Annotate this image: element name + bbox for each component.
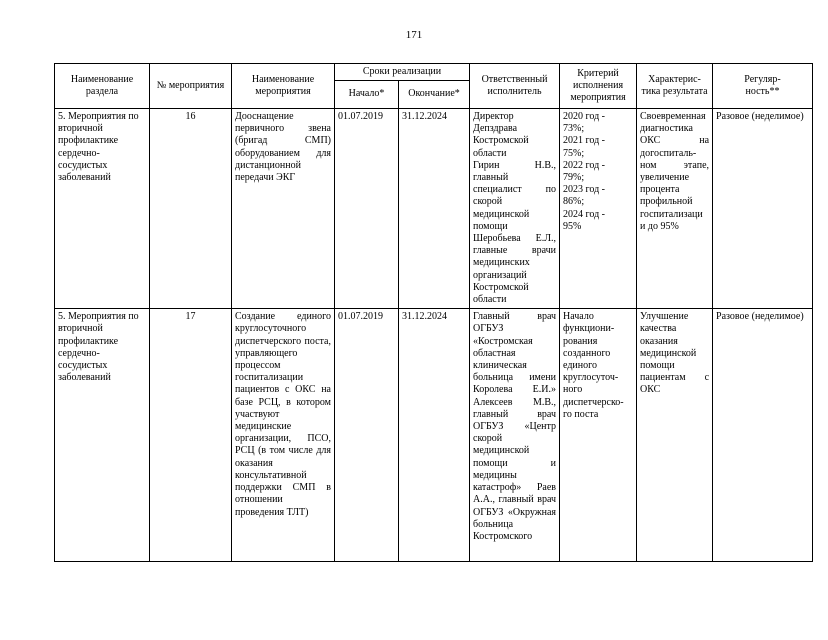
cell-criterion: Начало функциони- рования созданного единого круглосуточ- ного диспетчерско- го поста — [560, 309, 637, 562]
table-row — [55, 109, 813, 309]
header-activity-name: Наименование мероприятия — [232, 64, 335, 109]
cell-result: Своевременная диагностика ОКС на догоспиталь- ном этапе, увеличение процента профильной госпитализаци и до 95% — [637, 109, 713, 309]
page-number: 171 — [405, 29, 423, 41]
cell-section: 5. Мероприятия по вторичной профилактике сердечно- сосудистых заболеваний — [55, 109, 150, 309]
cell-number: 17 — [150, 309, 232, 562]
header-section: Наименование раздела — [55, 64, 150, 109]
cell-responsible: Директор Депздрава Костромской области Гирин Н.В., главный специалист по скорой медицинской помощи Шеробьева Е.Л., главные врачи медицинских организаций Костромской области — [470, 109, 560, 309]
header-responsible: Ответственный исполнитель — [470, 64, 560, 109]
header-period: Сроки реализации — [335, 64, 470, 81]
cell-regularity: Разовое (неделимое) — [713, 109, 813, 309]
cell-start: 01.07.2019 — [335, 309, 399, 562]
cell-number: 16 — [150, 109, 232, 309]
cell-result: Улучшение качества оказания медицинской помощи пациентам с ОКС — [637, 309, 713, 562]
header-number: № мероприятия — [150, 64, 232, 109]
cell-section: 5. Мероприятия по вторичной профилактике сердечно- сосудистых заболеваний — [55, 309, 150, 562]
header-end: Окончание* — [399, 81, 470, 109]
cell-activity-name: Дооснащение первичного звена (бригад СМП) оборудованием для дистанционной передачи ЭКГ — [232, 109, 335, 309]
header-row — [55, 64, 813, 81]
table-row — [55, 309, 813, 562]
header-criterion: Критерий исполнения мероприятия — [560, 64, 637, 109]
cell-regularity: Разовое (неделимое) — [713, 309, 813, 562]
cell-activity-name: Создание единого круглосуточного диспетчерского поста, управляющего процессом госпитализации пациентов с ОКС на базе РСЦ, в котором участвуют медицинские организации, ПСО, РСЦ (в том числе для оказания консультативной поддержки СМП в отношении проведения ТЛТ) — [232, 309, 335, 562]
cell-end: 31.12.2024 — [399, 109, 470, 309]
cell-start: 01.07.2019 — [335, 109, 399, 309]
header-start: Начало* — [335, 81, 399, 109]
cell-criterion: 2020 год - 73%; 2021 год - 75%; 2022 год - 79%; 2023 год - 86%; 2024 год - 95% — [560, 109, 637, 309]
cell-responsible: Главный врач ОГБУЗ «Костромская областная клиническая больница имени Королева Е.И.» Алексеев М.В., главный врач ОГБУЗ «Центр скорой медицинской помощи и медицины катастроф» Раев А.А., главный врач ОГБУЗ «Окружная больница Костромского — [470, 309, 560, 562]
header-result: Характерис- тика результата — [637, 64, 713, 109]
cell-end: 31.12.2024 — [399, 309, 470, 562]
header-regularity: Регуляр- ность** — [713, 64, 813, 109]
activities-table — [54, 63, 813, 562]
